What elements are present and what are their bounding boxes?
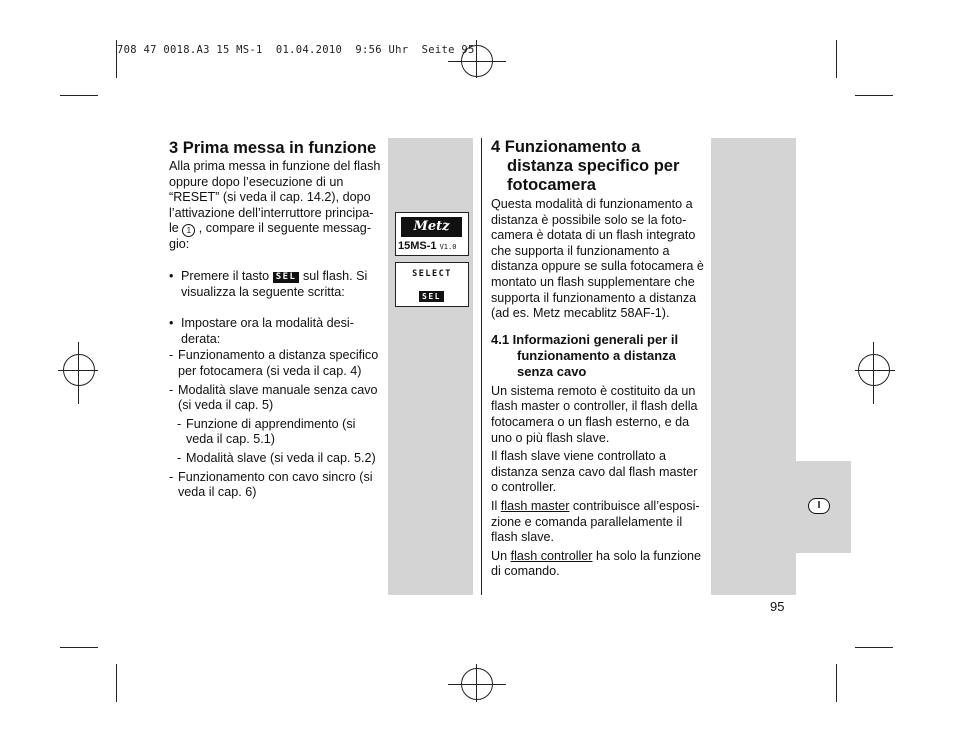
crop-mark bbox=[855, 95, 893, 96]
column-divider bbox=[481, 138, 482, 595]
print-header: 708 47 0018.A3 15 MS-1 01.04.2010 9:56 Uhr Seite 95 bbox=[117, 44, 475, 56]
term-flash-master: flash master bbox=[500, 498, 570, 513]
crop-mark bbox=[116, 40, 117, 78]
crop-mark bbox=[116, 664, 117, 702]
mode-list-text: - Modalità slave (si veda il cap. 5.2) bbox=[186, 450, 376, 465]
section-3-title: 3 Prima messa in funzione bbox=[169, 139, 377, 157]
sel-key-icon: SEL bbox=[273, 272, 300, 283]
section-3 bbox=[169, 139, 391, 501]
intro-text: le bbox=[169, 221, 183, 236]
bullet-text: derata: bbox=[181, 331, 221, 346]
body-line: Un sistema remoto è costituito da un bbox=[491, 383, 696, 398]
mode-list-item bbox=[169, 348, 391, 379]
body-line bbox=[491, 499, 713, 515]
body-line: zione e comanda parallelamente il bbox=[491, 514, 683, 529]
body-text: ha solo la funzione bbox=[592, 548, 702, 563]
intro-line: “RESET” (si veda il cap. 14.2), dopo bbox=[169, 190, 371, 205]
body-line: fotocamera o un flash esterno, e da bbox=[491, 414, 690, 429]
section-4-title-line: 4 Funzionamento a bbox=[491, 138, 641, 156]
subsection-title-line: funzionamento a distanza bbox=[517, 347, 676, 363]
flash-display-select bbox=[395, 262, 469, 307]
body-line: uno o più flash slave. bbox=[491, 430, 610, 445]
body-line bbox=[491, 549, 713, 565]
crop-mark bbox=[60, 647, 98, 648]
bullet-set-mode bbox=[169, 316, 391, 347]
subsection-title-line: 4.1 Informazioni generali per il bbox=[491, 331, 679, 347]
main-switch-number-icon: 1 bbox=[182, 224, 195, 237]
language-tab-label: I bbox=[817, 500, 821, 511]
mode-list-text: per fotocamera (si veda il cap. 4) bbox=[178, 363, 362, 378]
flash-display-startup bbox=[395, 212, 469, 256]
mode-list-text: - Funzionamento con cavo sincro (si bbox=[178, 469, 373, 484]
section-4 bbox=[491, 138, 713, 580]
language-tab-badge bbox=[808, 498, 830, 514]
mode-list-text: - Modalità slave manuale senza cavo bbox=[178, 382, 378, 397]
body-line: supporta il funzionamento a distanza bbox=[491, 290, 697, 305]
body-line: o controller. bbox=[491, 480, 557, 495]
display-sel-text: SEL bbox=[422, 292, 441, 301]
term-flash-controller: flash controller bbox=[510, 548, 593, 563]
crop-mark bbox=[855, 647, 893, 648]
firmware-version: V1.0 bbox=[439, 243, 457, 251]
subsection-4-1-title bbox=[491, 332, 713, 380]
metz-logo bbox=[401, 217, 462, 237]
intro-line bbox=[169, 221, 391, 237]
mode-list-text: - Funzionamento a distanza specifico bbox=[178, 348, 379, 363]
body-line: di comando. bbox=[491, 564, 560, 579]
section-4-title bbox=[491, 138, 713, 195]
bullet-press-sel bbox=[169, 269, 391, 300]
bullet-text: Premere il tasto bbox=[181, 268, 273, 283]
body-line: (ad es. Metz mecablitz 58AF-1). bbox=[491, 306, 670, 321]
model-name: 15MS-1 bbox=[398, 240, 437, 252]
body-text: contribuisce all’esposi- bbox=[569, 498, 700, 513]
crop-mark bbox=[836, 664, 837, 702]
body-line: flash slave. bbox=[491, 530, 554, 545]
body-line: montato un flash supplementare che bbox=[491, 274, 695, 289]
language-tab bbox=[796, 461, 851, 553]
bullet-text: visualizza la seguente scritta: bbox=[181, 284, 345, 299]
page-number: 95 bbox=[770, 599, 785, 614]
gray-column-right bbox=[711, 138, 796, 595]
intro-line: gio: bbox=[169, 237, 190, 252]
body-line: che supporta il funzionamento a bbox=[491, 243, 670, 258]
display-select-text: SELECT bbox=[412, 269, 452, 279]
metz-logo-text: Metz bbox=[413, 219, 450, 234]
intro-line: l’attivazione dell’interruttore principa- bbox=[169, 205, 374, 220]
body-text: Un bbox=[491, 548, 511, 563]
intro-text: , compare il seguente messag- bbox=[195, 221, 372, 236]
mode-list-item bbox=[169, 383, 391, 414]
body-line: camera è dotata di un flash integrato bbox=[491, 228, 696, 243]
section-4-title-line: fotocamera bbox=[507, 176, 596, 194]
display-sel-softkey bbox=[419, 291, 444, 302]
intro-line: oppure dopo l’esecuzione di un bbox=[169, 174, 344, 189]
body-line: Questa modalità di funzionamento a bbox=[491, 197, 693, 211]
mode-list-text: veda il cap. 6) bbox=[178, 485, 257, 500]
body-line: distanza oppure se sulla fotocamera è bbox=[491, 259, 704, 274]
mode-list-subitem bbox=[169, 417, 391, 448]
body-text: Il bbox=[491, 498, 501, 513]
bullet-text: sul flash. Si bbox=[299, 268, 368, 283]
body-line: distanza senza cavo dal flash master bbox=[491, 464, 698, 479]
mode-list-item bbox=[169, 470, 391, 501]
intro-line: Alla prima messa in funzione del flash bbox=[169, 159, 381, 173]
mode-list-text: (si veda il cap. 5) bbox=[178, 398, 274, 413]
body-line: flash master o controller, il flash della bbox=[491, 399, 698, 414]
mode-list-text: - Funzione di apprendimento (si bbox=[186, 416, 356, 431]
subsection-title-line: senza cavo bbox=[517, 363, 587, 379]
bullet-text: • Impostare ora la modalità desi- bbox=[181, 316, 354, 331]
crop-mark bbox=[836, 40, 837, 78]
gray-column-left bbox=[388, 138, 473, 595]
mode-list-subitem bbox=[169, 451, 391, 467]
section-4-title-line: distanza specifico per bbox=[507, 157, 680, 175]
body-line: Il flash slave viene controllato a bbox=[491, 449, 667, 464]
crop-mark bbox=[60, 95, 98, 96]
mode-list-text: veda il cap. 5.1) bbox=[186, 432, 275, 447]
body-line: distanza è possibile solo se la foto- bbox=[491, 212, 687, 227]
